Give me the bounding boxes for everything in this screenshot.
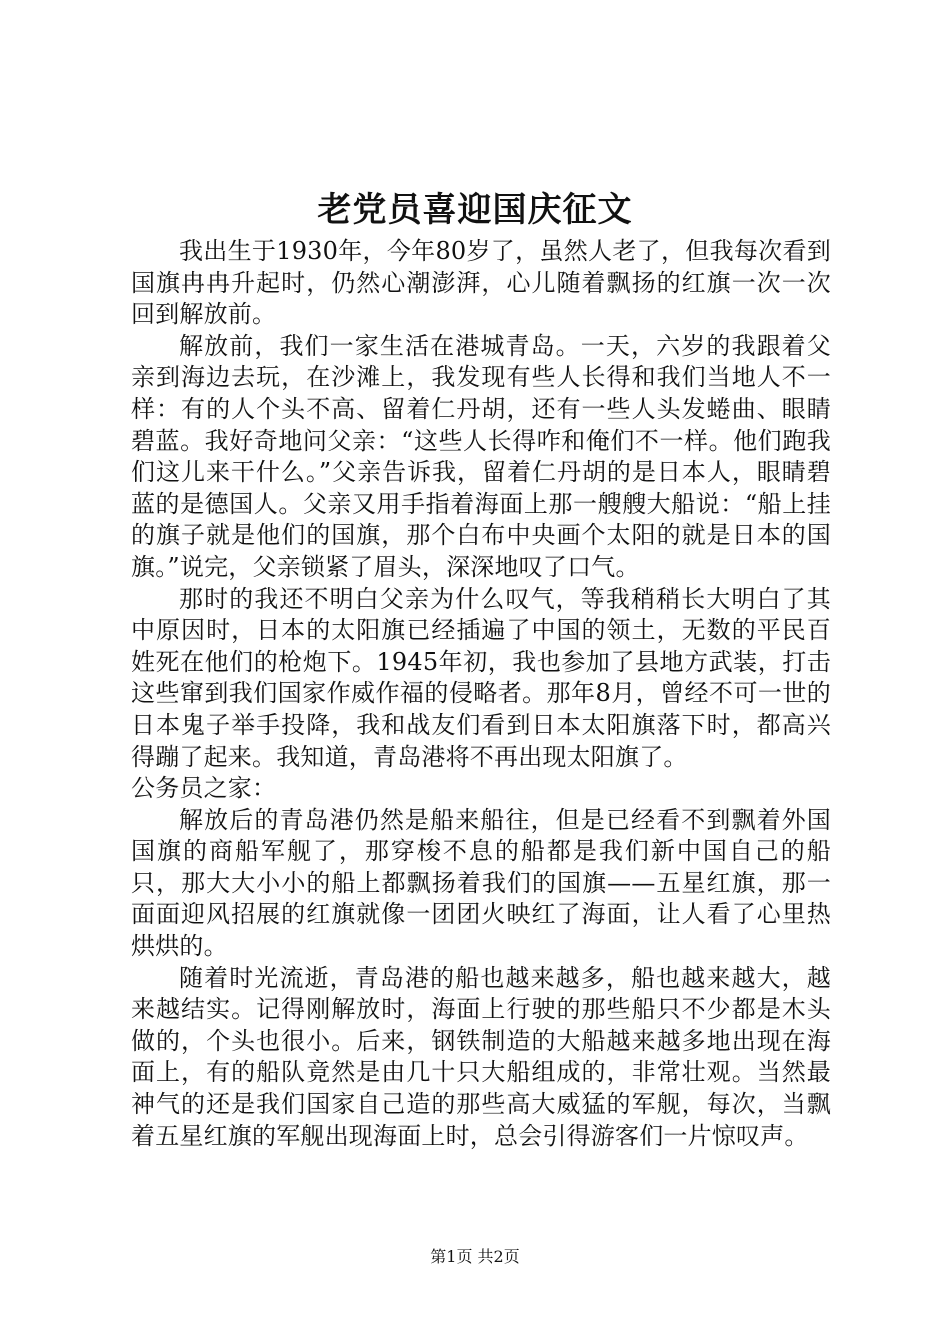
paragraph-source-label: 公务员之家：	[131, 774, 277, 803]
document-body	[131, 236, 831, 1152]
paragraph-father-sigh: 那时的我还不明白父亲为什么叹气，等我稍稍长大明白了其中原因时，日本的太阳旗已经插遍了中国的领土，无数的平民百姓死在他们的枪炮下。1945年初，我也参加了县地方武装，打击这些窜到我们国家作威作福的侵略者。那年8月，曾经不可一世的日本鬼子举手投降，我和战友们看到日本太阳旗落下时，都高兴得蹦了起来。我知道，青岛港将不再出现太阳旗了。	[131, 584, 831, 771]
page-number-footer: 第1页 共2页	[430, 1247, 520, 1266]
paragraph-intro: 我出生于1930年，今年80岁了，虽然人老了，但我每次看到国旗冉冉升起时，仍然心潮澎湃，心儿随着飘扬的红旗一次一次回到解放前。	[131, 237, 831, 329]
document-title: 老党员喜迎国庆征文	[317, 190, 633, 230]
paragraph-ships-growing: 随着时光流逝，青岛港的船也越来越多，船也越来越大，越来越结实。记得刚解放时，海面上行驶的那些船只不少都是木头做的，个头也很小。后来，钢铁制造的大船越来越多地出现在海面上，有的船队竟然是由几十只大船组成的，非常壮观。当然最神气的还是我们国家自己造的那些高大威猛的军舰，每次，当飘着五星红旗的军舰出现海面上时，总会引得游客们一片惊叹声。	[131, 963, 831, 1150]
paragraph-after-liberation: 解放后的青岛港仍然是船来船往，但是已经看不到飘着外国国旗的商船军舰了，那穿梭不息的船都是我们新中国自己的船只，那大大小小的船上都飘扬着我们的国旗——五星红旗，那一面面迎风招展的红旗就像一团团火映红了海面，让人看了心里热烘烘的。	[131, 805, 831, 961]
paragraph-before-liberation: 解放前，我们一家生活在港城青岛。一天，六岁的我跟着父亲到海边去玩，在沙滩上，我发现有些人长得和我们当地人不一样：有的人个头不高、留着仁丹胡，还有一些人头发蜷曲、眼睛碧蓝。我好奇地问父亲：“这些人长得咋和俺们不一样。他们跑我们这儿来干什么。”父亲告诉我，留着仁丹胡的是日本人，眼睛碧蓝的是德国人。父亲又用手指着海面上那一艘艘大船说：“船上挂的旗子就是他们的国旗，那个白布中央画个太阳的就是日本的国旗。”说完，父亲锁紧了眉头，深深地叹了口气。	[131, 331, 831, 581]
